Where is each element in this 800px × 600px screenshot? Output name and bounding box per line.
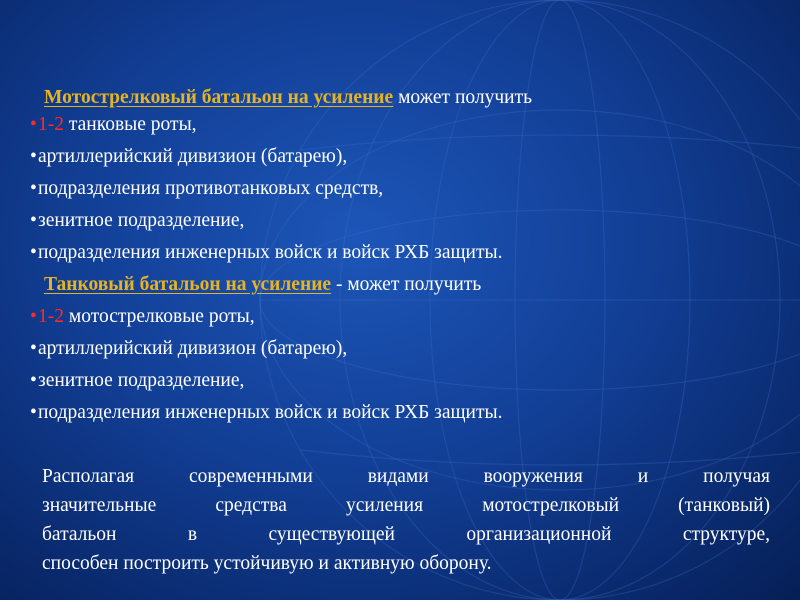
- list-item: [30, 177, 383, 201]
- list-item: [30, 241, 503, 265]
- list-item-text: артиллерийский дивизион (батарею),: [38, 338, 348, 359]
- bullet-icon: •: [30, 210, 37, 231]
- list-item-text: подразделения противотанковых средств,: [38, 178, 384, 199]
- conclusion-paragraph: [42, 462, 770, 578]
- list-item: [30, 305, 255, 329]
- list-item-text: зенитное подразделение,: [38, 370, 245, 391]
- heading-lead: Танковый батальон на усиление: [44, 274, 332, 295]
- list-item-text: подразделения инженерных войск и войск РХБ защиты.: [38, 402, 503, 423]
- list-item: [30, 145, 347, 169]
- paragraph-line: значительные средства усиления мотострелковый (танковый): [42, 495, 770, 516]
- list-item-text: зенитное подразделение,: [38, 210, 245, 231]
- list-item: [30, 369, 244, 393]
- heading-lead: Мотострелковый батальон на усиление: [44, 87, 394, 108]
- bullet-icon: •: [30, 306, 37, 327]
- list-item-number: 1-2: [38, 114, 64, 135]
- list-item: [30, 113, 197, 137]
- bullet-icon: •: [30, 242, 37, 263]
- heading-rest: - может получить: [331, 274, 482, 295]
- paragraph-line: способен построить устойчивую и активную оборону.: [42, 553, 492, 574]
- heading-motorized-battalion: [44, 86, 532, 110]
- list-item-number: 1-2: [38, 306, 64, 327]
- list-item: [30, 401, 503, 425]
- list-item-text: мотострелковые роты,: [64, 306, 255, 327]
- bullet-icon: •: [30, 146, 37, 167]
- heading-rest: может получить: [393, 87, 533, 108]
- bullet-icon: •: [30, 178, 37, 199]
- bullet-icon: •: [30, 370, 37, 391]
- bullet-icon: •: [30, 338, 37, 359]
- paragraph-line: батальон в существующей организационной структуре,: [42, 524, 770, 545]
- list-item: [30, 337, 347, 361]
- list-item-text: танковые роты,: [64, 114, 197, 135]
- heading-tank-battalion: [44, 273, 481, 297]
- bullet-icon: •: [30, 402, 37, 423]
- list-item: [30, 209, 244, 233]
- list-item-text: подразделения инженерных войск и войск РХБ защиты.: [38, 242, 503, 263]
- list-item-text: артиллерийский дивизион (батарею),: [38, 146, 348, 167]
- bullet-icon: •: [30, 114, 37, 135]
- paragraph-line: Располагая современными видами вооружения и получая: [42, 466, 770, 487]
